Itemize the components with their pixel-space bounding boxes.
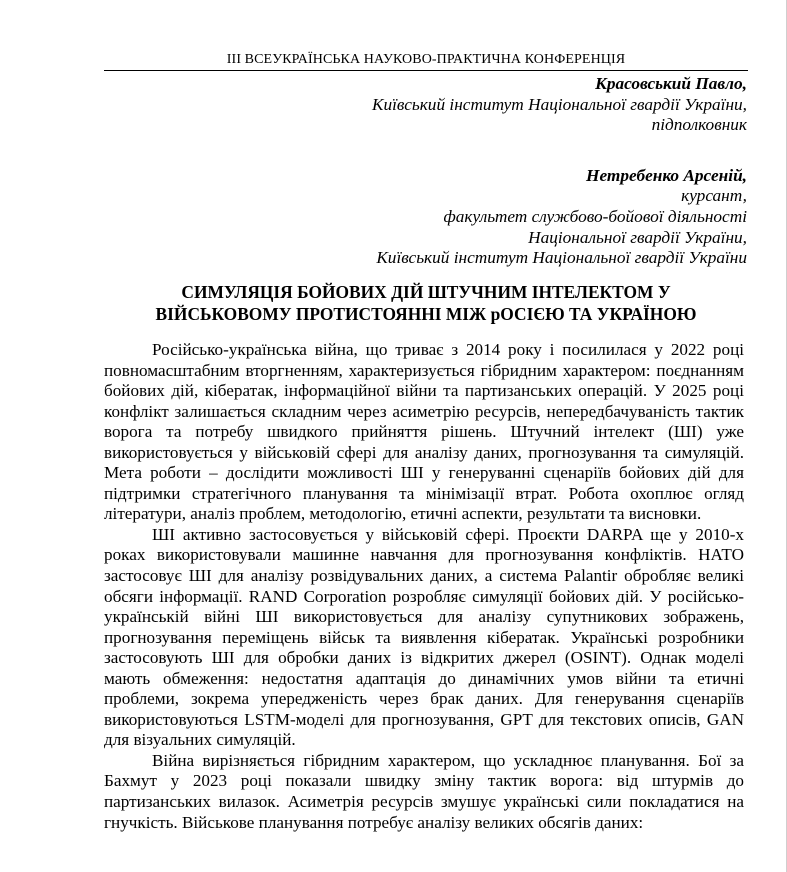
paragraph: ШІ активно застосовується у військовій сфері. Проєкти DARPA ще у 2010-х роках використовували машинне навчання для прогнозування конфліктів. НАТО застосовує ШІ для аналізу розвідувальних даних, а система Palantir обробляє великі обсяги інформації. RAND Corporation розробляє симуляції бойових дій. У російсько-українській війні ШІ використовується для аналізу супутникових зображень, прогнозування переміщень військ та виявлення кібератак. Українські розробники застосовують ШІ для обробки даних із відкритих джерел (OSINT). Однак моделі мають обмеження: недостатня адаптація до динамічних умов війни та етичні проблеми, зокрема упередженість через брак даних. Для генерування сценаріїв використовуються LSTM-моделі для прогнозування, GPT для текстових описів, GAN для візуальних симуляцій. xyxy=(104,524,744,750)
author-block xyxy=(147,74,747,269)
author-affiliation: факультет службово-бойової діяльності xyxy=(443,206,747,226)
author-name: Нетребенко Арсеній, xyxy=(586,165,747,185)
author-name: Красовський Павло, xyxy=(595,74,747,93)
paragraph: Війна вирізняється гібридним характером, що ускладнює планування. Бої за Бахмут у 2023 році показали швидку зміну тактик ворога: від штурмів до партизанських вилазок. Асиметрія ресурсів змушує українські сили покладатися на гнучкість. Військове планування потребує аналізу великих обсягів даних: xyxy=(104,750,744,832)
paragraph: Російсько-українська війна, що триває з 2014 року і посилилася у 2022 році повномасштабним вторгненням, характеризується гібридним характером: поєднанням бойових дій, кібератак, інформаційної війни та партизанських операцій. У 2025 році конфлікт залишається складним через асиметрію ресурсів, непередбачуваність тактик ворога та потребу швидкого прийняття рішень. Штучний інтелект (ШІ) уже використовується у військовій сфері для аналізу даних, прогнозування та симуляцій. Мета роботи – дослідити можливості ШІ у генеруванні сценаріїв бойових дій для підтримки стратегічного планування та мінімізації втрат. Робота охоплює огляд літератури, аналіз проблем, методологію, етичні аспекти, результати та висновки. xyxy=(104,340,744,524)
author-rank: курсант, xyxy=(681,186,747,206)
author-rank: підполковник xyxy=(651,115,747,135)
header-rule xyxy=(104,70,748,71)
title-line: ВІЙСЬКОВОМУ ПРОТИСТОЯННІ МІЖ рОСІЄЮ ТА УКРАЇНОЮ xyxy=(155,303,697,324)
author-affiliation: Національної гвардії України, xyxy=(528,227,747,247)
author-affiliation: Київський інститут Національної гвардії України xyxy=(376,248,747,268)
paper-title xyxy=(104,282,748,325)
title-line: СИМУЛЯЦІЯ БОЙОВИХ ДІЙ ШТУЧНИМ ІНТЕЛЕКТОМ У xyxy=(181,282,671,302)
running-header: III ВСЕУКРАЇНСЬКА НАУКОВО-ПРАКТИЧНА КОНФЕРЕНЦІЯ xyxy=(226,52,626,67)
author-affiliation: Київський інститут Національної гвардії України, xyxy=(372,94,747,114)
body-text xyxy=(104,340,744,833)
